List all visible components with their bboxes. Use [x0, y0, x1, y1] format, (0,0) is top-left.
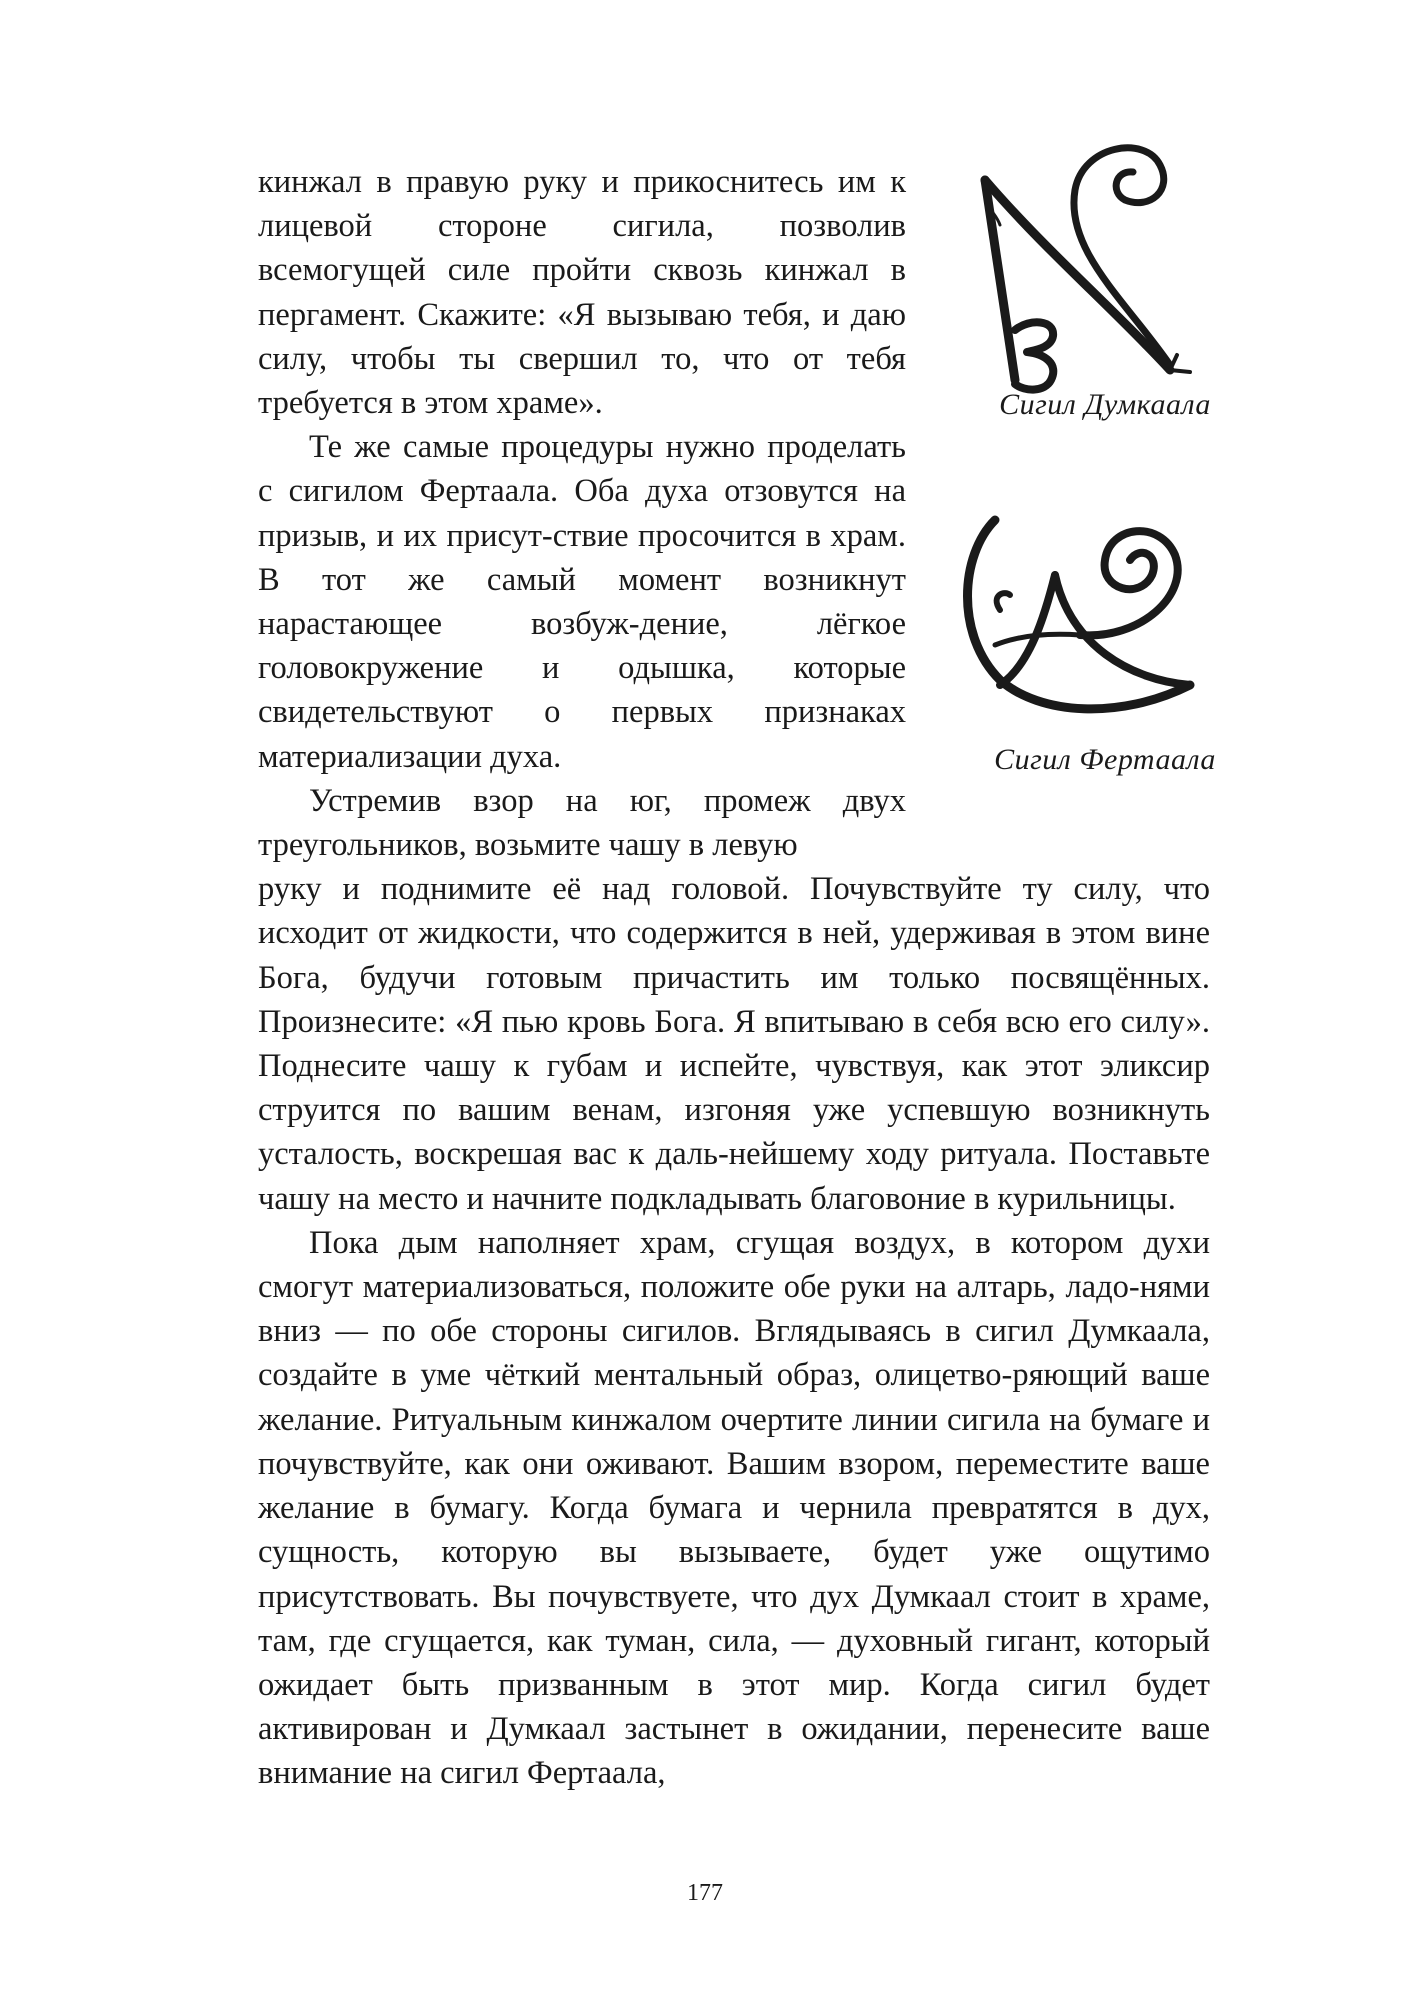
paragraph-continued: кинжал в правую руку и прикоснитесь им к лицевой стороне сигила, позволив всемогущей силе пройти сквозь кинжал в пергамент. Скажите: «Я вызываю тебя, и даю силу, чтобы ты свершил то, что от тебя требуется в этом храме».	[258, 164, 906, 422]
caption-dumkaal: Сигил Думкаала	[999, 388, 1211, 421]
paragraph-procedures: Те же самые процедуры нужно проделать с сигилом Фертаала. Оба духа отзовутся на призыв, и их присут-ствие просочится в храм. В тот же самый момент возникнут нарастающее возбуж-дение, лёгкое головокружение и одышка, которые свидетельствуют о первых признаках материализации духа.	[258, 429, 906, 775]
sigil-dumkaal-icon	[975, 140, 1215, 400]
paragraph-chalice-cont: руку и поднимите её над головой. Почувствуйте ту силу, что исходит от жидкости, что содержится в ней, удерживая в этом вине Бога, будучи готовым причастить им только посвящённых. Произнесите: «Я пью кровь Бога. Я впитываю в себя всю его силу». Поднесите чашу к губам и испейте, чувствуя, как этот эликсир струится по вашим венам, изгоняя уже успевшую возникнуть усталость, воскрешая вас к даль-нейшему ходу ритуала. Поставьте чашу на место и начните подкладывать благовоние в курильницы.	[258, 871, 1210, 1217]
narrow-column	[258, 160, 906, 867]
sigil-fertaal-icon	[960, 515, 1220, 725]
paragraph-smoke: Пока дым наполняет храм, сгущая воздух, в котором духи смогут материализоваться, положите обе руки на алтарь, ладо-нями вниз — по обе стороны сигилов. Вглядываясь в сигил Думкаала, создайте в уме чёткий ментальный образ, олицетво-ряющий ваше желание. Ритуальным кинжалом очертите линии сигила на бумаге и почувствуйте, как они оживают. Вашим взором, переместите ваше желание в бумагу. Когда бумага и чернила превратятся в дух, сущность, которую вы вызываете, будет уже ощутимо присутствовать. Вы почувствуете, что дух Думкаал стоит в храме, там, где сгущается, как туман, сила, — духовный гигант, который ожидает быть призванным в этот мир. Когда сигил будет активирован и Думкаал застынет в ожидании, перенесите ваше внимание на сигил Фертаала,	[258, 1224, 1210, 1792]
page-number: 177	[687, 1880, 723, 1906]
caption-fertaal: Сигил Фертаала	[994, 743, 1216, 776]
paragraph-chalice-start: Устремив взор на юг, промеж двух треугольников, возьмите чашу в левую	[258, 782, 906, 864]
